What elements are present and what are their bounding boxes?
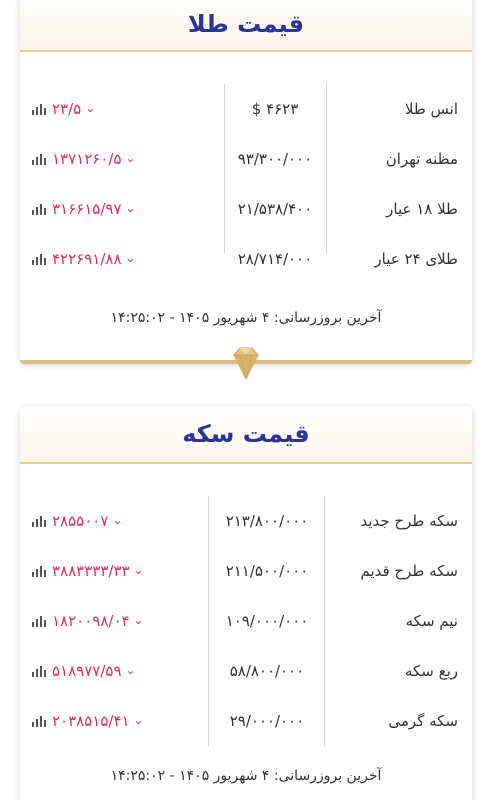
table-row[interactable] [20,596,472,646]
coin-price-card [20,406,472,800]
row-label: سکه طرح قدیم [360,562,458,580]
chevron-down-icon: ⌄ [125,251,136,265]
bar-chart-icon [32,203,48,215]
change-value: ۳۱۶۶۱۵/۹۷ [52,200,122,218]
row-change [32,562,144,580]
bar-chart-icon [32,253,48,265]
row-label: سکه گرمی [388,712,458,730]
gold-card-title: قیمت طلا [187,10,305,38]
bar-chart-icon [32,103,48,115]
change-value: ۲۳/۵ [52,100,82,118]
row-price: ۲۱۱/۵۰۰/۰۰۰ [225,562,309,580]
chevron-down-icon: ⌄ [85,101,96,115]
bar-chart-icon [32,615,48,627]
bar-chart-icon [32,715,48,727]
change-value: ۴۲۲۶۹۱/۸۸ [52,250,122,268]
change-value: ۲۸۵۵۰۰۷ [52,512,109,530]
bar-chart-icon [32,565,48,577]
bar-chart-icon [32,515,48,527]
row-label: سکه طرح جدید [360,512,458,530]
row-price: $ ۴۶۲۳ [251,100,299,118]
row-price: ۲۱/۵۳۸/۴۰۰ [237,200,313,218]
chevron-down-icon: ⌄ [125,151,136,165]
row-price: ۱۰۹/۰۰۰/۰۰۰ [225,612,309,630]
row-price: ۵۸/۸۰۰/۰۰۰ [229,662,305,680]
row-change [32,612,144,630]
row-label: مظنه تهران [385,150,458,168]
change-value: ۵۱۸۹۷۷/۵۹ [52,662,122,680]
row-change [32,512,122,530]
diamond-icon [226,343,266,383]
coin-card-title: قیمت سکه [182,420,310,448]
table-row[interactable] [20,184,472,234]
row-label: طلای ۲۴ عیار [374,250,458,268]
last-updated-text: آخرین بروزرسانی: ۴ شهریور ۱۴۰۵ - ۱۴:۲۵:۰۲ [110,310,382,326]
gold-card-header [20,0,472,52]
table-row[interactable] [20,234,472,284]
chevron-down-icon: ⌄ [133,613,144,627]
row-price: ۲۹/۰۰۰/۰۰۰ [229,712,305,730]
row-label: ربع سکه [404,662,458,680]
row-price: ۲۱۳/۸۰۰/۰۰۰ [225,512,309,530]
table-row[interactable] [20,546,472,596]
table-row[interactable] [20,496,472,546]
chevron-down-icon: ⌄ [112,513,123,527]
row-change [32,662,136,680]
row-price: ۲۸/۷۱۴/۰۰۰ [237,250,313,268]
chevron-down-icon: ⌄ [125,201,136,215]
bar-chart-icon [32,153,48,165]
table-row[interactable] [20,84,472,134]
change-value: ۲۰۳۸۵۱۵/۴۱ [52,712,130,730]
row-change [32,200,136,218]
change-value: ۱۳۷۱۲۶۰/۵ [52,150,122,168]
row-label: انس طلا [404,100,458,118]
table-row[interactable] [20,696,472,746]
change-value: ۱۸۲۰۰۹۸/۰۴ [52,612,130,630]
row-label: نیم سکه [405,612,458,630]
chevron-down-icon: ⌄ [133,563,144,577]
chevron-down-icon: ⌄ [125,663,136,677]
row-change [32,100,95,118]
table-row[interactable] [20,134,472,184]
change-value: ۳۸۸۳۳۳۳/۳۳ [52,562,130,580]
coin-card-header [20,406,472,464]
chevron-down-icon: ⌄ [133,713,144,727]
row-change [32,712,144,730]
table-row[interactable] [20,646,472,696]
last-updated-text: آخرین بروزرسانی: ۴ شهریور ۱۴۰۵ - ۱۴:۲۵:۰۲ [110,768,382,784]
row-price: ۹۳/۳۰۰/۰۰۰ [237,150,313,168]
row-change [32,250,136,268]
row-label: طلا ۱۸ عیار [386,200,458,218]
gold-price-card [20,0,472,364]
bar-chart-icon [32,665,48,677]
row-change [32,150,136,168]
